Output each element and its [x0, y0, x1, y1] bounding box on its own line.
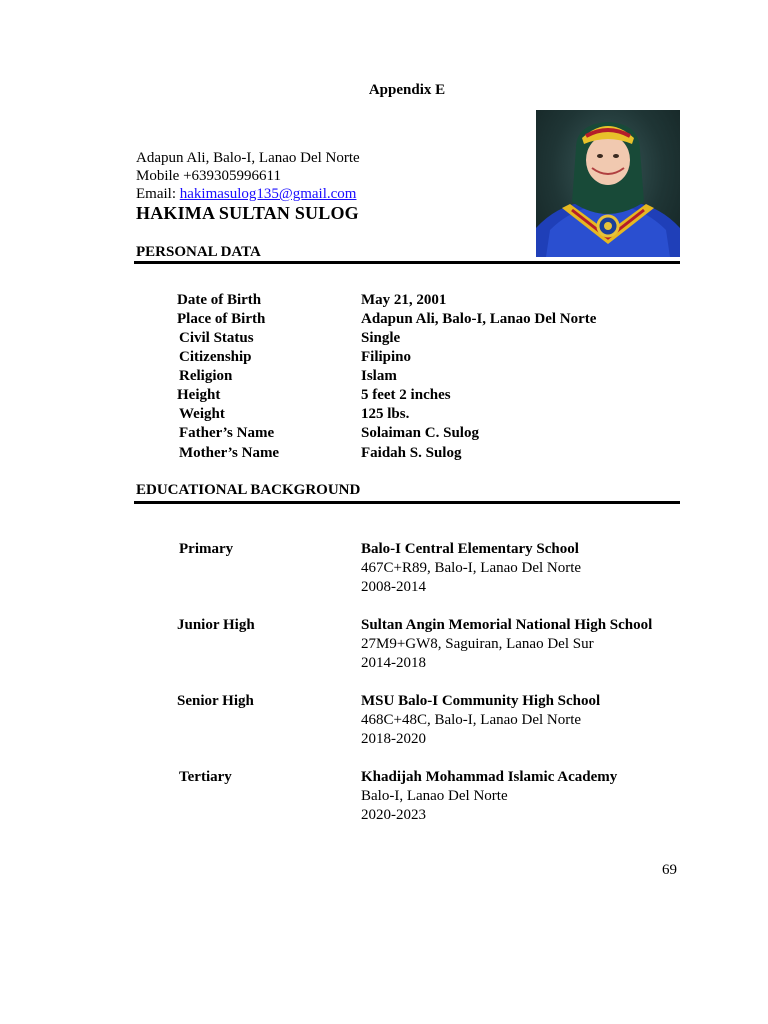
- edu-years-senior-high: 2018-2020: [361, 731, 426, 747]
- label-citizenship: Citizenship: [179, 349, 252, 365]
- value-citizenship: Filipino: [361, 349, 412, 365]
- edu-address-primary: 467C+R89, Balo-I, Lanao Del Norte: [361, 560, 582, 576]
- value-place-of-birth: Adapun Ali, Balo-I, Lanao Del Norte: [361, 311, 597, 327]
- label-fathers-name: Father’s Name: [179, 425, 275, 441]
- edu-level-tertiary: Tertiary: [179, 769, 232, 785]
- edu-school-junior-high: Sultan Angin Memorial National High School: [361, 617, 653, 633]
- edu-level-senior-high: Senior High: [177, 693, 254, 709]
- contact-email-line: [136, 185, 356, 203]
- edu-years-tertiary: 2020-2023: [361, 807, 426, 823]
- value-mothers-name: Faidah S. Sulog: [361, 445, 462, 461]
- value-weight: 125 lbs.: [361, 406, 410, 422]
- contact-mobile: Mobile +639305996611: [136, 168, 281, 184]
- label-place-of-birth: Place of Birth: [177, 311, 266, 327]
- value-civil-status: Single: [361, 330, 401, 346]
- label-date-of-birth: Date of Birth: [177, 292, 262, 308]
- label-civil-status: Civil Status: [179, 330, 254, 346]
- edu-address-junior-high: 27M9+GW8, Saguiran, Lanao Del Sur: [361, 636, 594, 652]
- appendix-title: Appendix E: [368, 82, 446, 98]
- edu-level-junior-high: Junior High: [177, 617, 255, 633]
- edu-years-primary: 2008-2014: [361, 579, 426, 595]
- value-religion: Islam: [361, 368, 397, 384]
- page-number: 69: [662, 862, 677, 878]
- email-link[interactable]: hakimasulog135@gmail.com: [179, 186, 357, 202]
- value-height: 5 feet 2 inches: [361, 387, 451, 403]
- personal-data-divider: [134, 261, 680, 264]
- value-fathers-name: Solaiman C. Sulog: [361, 425, 479, 441]
- label-mothers-name: Mother’s Name: [179, 445, 280, 461]
- label-weight: Weight: [179, 406, 225, 422]
- edu-years-junior-high: 2014-2018: [361, 655, 426, 671]
- applicant-name: HAKIMA SULTAN SULOG: [136, 203, 359, 223]
- education-divider: [134, 501, 680, 504]
- edu-level-primary: Primary: [179, 541, 234, 557]
- value-date-of-birth: May 21, 2001: [361, 292, 447, 308]
- edu-address-senior-high: 468C+48C, Balo-I, Lanao Del Norte: [361, 712, 582, 728]
- email-label: Email:: [136, 186, 180, 202]
- edu-address-tertiary: Balo-I, Lanao Del Norte: [361, 788, 508, 804]
- edu-school-tertiary: Khadijah Mohammad Islamic Academy: [361, 769, 618, 785]
- label-religion: Religion: [179, 368, 233, 384]
- edu-school-primary: Balo-I Central Elementary School: [361, 541, 579, 557]
- profile-photo: [536, 110, 680, 257]
- contact-address: Adapun Ali, Balo-I, Lanao Del Norte: [136, 150, 360, 166]
- personal-data-heading: PERSONAL DATA: [136, 244, 261, 260]
- education-heading: EDUCATIONAL BACKGROUND: [136, 482, 361, 498]
- edu-school-senior-high: MSU Balo-I Community High School: [361, 693, 601, 709]
- label-height: Height: [177, 387, 221, 403]
